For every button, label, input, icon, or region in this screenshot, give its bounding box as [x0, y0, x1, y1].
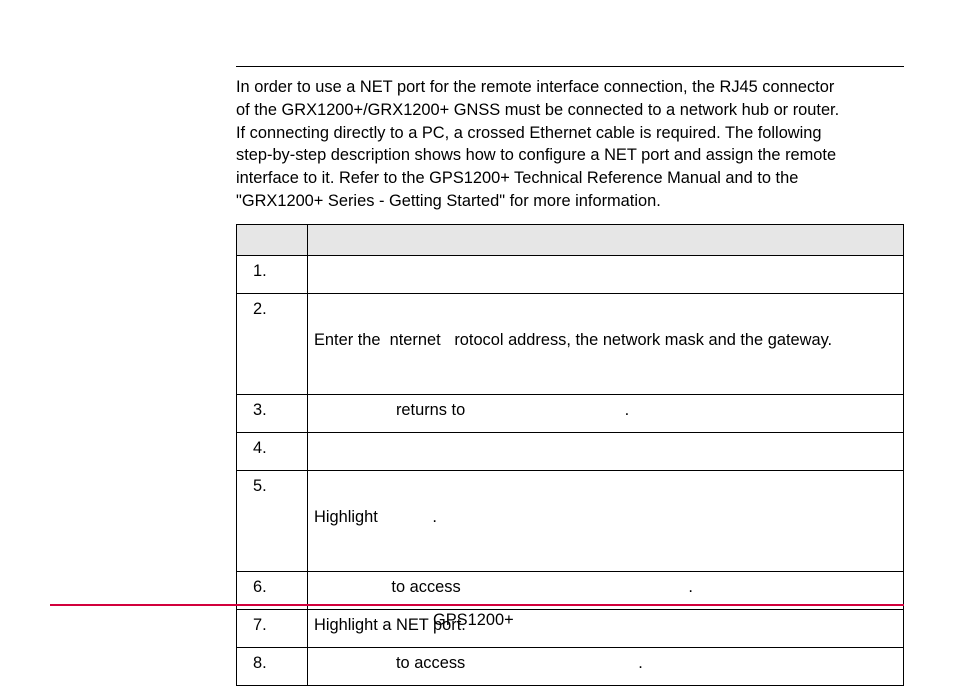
intro-line: If connecting directly to a PC, a crossed Ethernet cable is required. The following	[236, 123, 822, 142]
step-text	[308, 433, 904, 471]
step-text: to access .	[308, 648, 904, 686]
top-rule	[236, 66, 904, 67]
step-text: to access .	[308, 572, 904, 610]
intro-line: step-by-step description shows how to configure a NET port and assign the remote	[236, 146, 837, 165]
intro-line: In order to use a NET port for the remote interface connection, the RJ45 connector	[236, 78, 835, 96]
table-row	[237, 433, 904, 471]
description-header-cell	[308, 225, 904, 256]
table-row	[237, 610, 904, 648]
table-row	[237, 648, 904, 686]
footer-rule	[50, 604, 904, 606]
table-row	[237, 256, 904, 294]
intro-line: "GRX1200+ Series - Getting Started" for more information.	[236, 191, 661, 210]
intro-line: interface to it. Refer to the GPS1200+ Technical Reference Manual and to the	[236, 169, 799, 188]
step-text: Highlight a NET port.	[308, 610, 904, 648]
intro-paragraph	[236, 76, 908, 213]
table-row	[237, 395, 904, 433]
steps-header-row	[237, 225, 904, 256]
step-number: 7.	[237, 610, 308, 648]
step-number: 5.	[237, 471, 308, 572]
step-number: 4.	[237, 433, 308, 471]
footer-product-name: GPS1200+	[433, 611, 514, 629]
step-number: 6.	[237, 572, 308, 610]
step-number: 8.	[237, 648, 308, 686]
step-text: returns to .	[308, 395, 904, 433]
step-number: 3.	[237, 395, 308, 433]
table-row	[237, 294, 904, 395]
step-header-cell	[237, 225, 308, 256]
step-number: 2.	[237, 294, 308, 395]
step-text: Enter the nternet rotocol address, the network mask and the gateway.	[308, 294, 904, 395]
intro-line: of the GRX1200+/GRX1200+ GNSS must be connected to a network hub or router.	[236, 100, 840, 119]
step-text: Highlight .	[308, 471, 904, 572]
step-number: 1.	[237, 256, 308, 294]
step-text	[308, 256, 904, 294]
steps-table	[236, 224, 904, 686]
table-row	[237, 471, 904, 572]
